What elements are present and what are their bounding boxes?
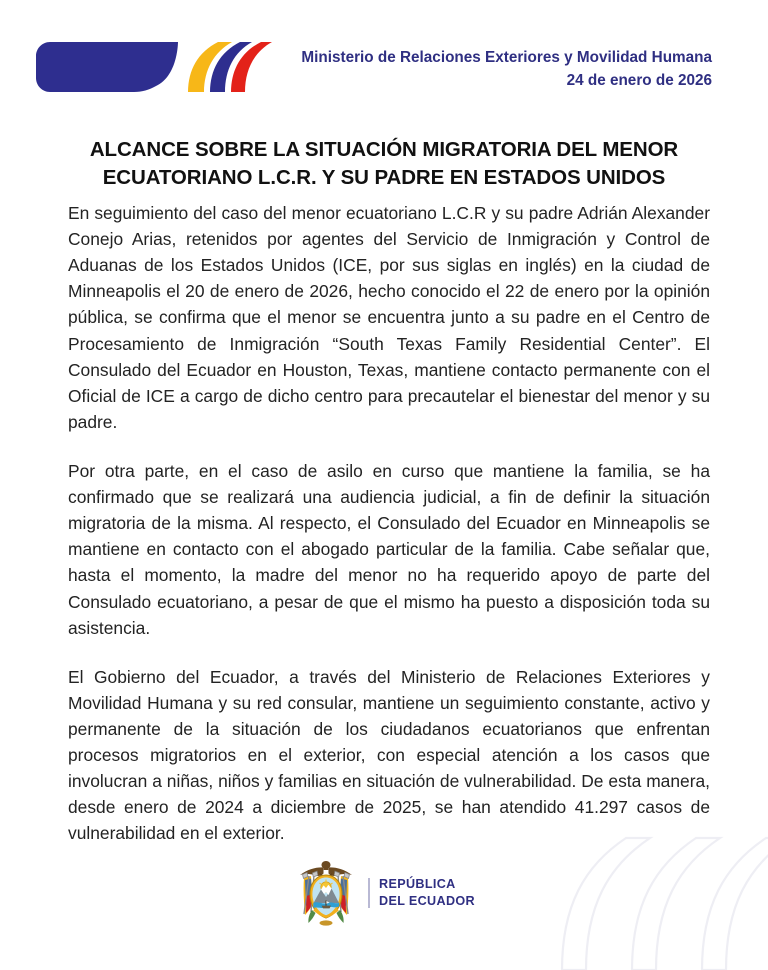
document-header bbox=[0, 0, 768, 121]
body-paragraph: En seguimiento del caso del menor ecuatoriano L.C.R y su padre Adrián Alexander Conejo Arias, retenidos por agentes del Servicio de Inmigración y Control de Aduanas de los Estados Unidos (ICE, por sus siglas en inglés) en la ciudad de Minneapolis el 20 de enero de 2026, hecho conocido el 22 de enero por la opinión pública, se confirma que el menor se encuentra junto a su padre en el Centro de Procesamiento de Inmigración “South Texas Family Residential Center”. El Consulado del Ecuador en Houston, Texas, mantiene contacto permanente con el Oficial de ICE a cargo de dicho centro para precautelar el bienestar del menor y su padre. bbox=[68, 203, 710, 432]
bulletin-banner-label: Boletín bbox=[107, 96, 184, 121]
bulletin-date: 24 de enero de 2026 bbox=[566, 71, 712, 89]
document-body bbox=[68, 200, 710, 847]
footer-divider bbox=[368, 878, 370, 908]
ecuador-coat-of-arms-icon bbox=[293, 858, 359, 928]
bulletin-banner bbox=[36, 42, 272, 121]
page-title: ALCANCE SOBRE LA SITUACIÓN MIGRATORIA DEL MENOR ECUATORIANO L.C.R. Y SU PADRE EN ESTADOS UNIDOS bbox=[89, 137, 679, 190]
shield-icon bbox=[310, 875, 342, 918]
footer-line-2: DEL ECUADOR bbox=[379, 894, 475, 908]
footer-republic-label bbox=[379, 876, 475, 910]
body-paragraph: Por otra parte, en el caso de asilo en curso que mantiene la familia, se ha confirmado que se realizará una audiencia judicial, a fin de definir la situación migratoria de la misma. Al respecto, el Consulado del Ecuador en Minneapolis se mantiene en contacto con el abogado particular de la familia. Cabe señalar que, hasta el momento, la madre del menor no ha requerido apoyo de parte del Consulado ecuatoriano, a pesar de que el mismo ha puesto a disposición toda su asistencia. bbox=[68, 460, 710, 638]
ministry-identity bbox=[301, 48, 712, 90]
document-footer bbox=[0, 858, 768, 928]
footer-line-1: REPÚBLICA bbox=[379, 877, 456, 892]
ministry-name: Ministerio de Relaciones Exteriores y Movilidad Humana bbox=[301, 49, 712, 66]
body-paragraph: El Gobierno del Ecuador, a través del Ministerio de Relaciones Exteriores y Movilidad Humana y su red consular, mantiene un seguimiento constante, activo y permanente de la situación de los ciudadanos ecuatorianos que enfrentan procesos migratorios en el exterior, con especial atención a los casos que involucran a niñas, niños y familias en situación de vulnerabilidad. De esta manera, desde enero de 2024 a diciembre de 2025, se han atendido 41.297 casos de vulnerabilidad en el exterior. bbox=[68, 666, 710, 844]
